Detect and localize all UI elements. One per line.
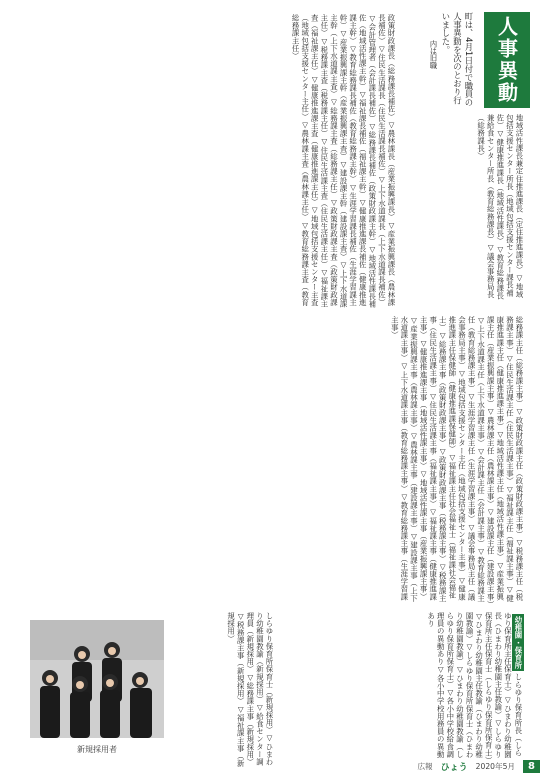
personnel-text-4: しらゆり保育所長（しらゆり保育所主任保育士）▽ひまわり幼稚園長（ひまわり幼稚園主任教諭）▽しらゆり保育所主任保育士（しらゆり保育所保育士）▽ひまわり幼稚園主任教諭（ひまわり幼稚園教諭）▽しらゆり保育所保育士（ひまわり幼稚園教諭）▽ひまわり幼稚園教諭（しらゆり保育所保育士）▽各小中学校給食調理員の異動あり▽各小中学校用務員の異動あり	[426, 612, 523, 761]
kindergarten-section	[426, 612, 524, 762]
photo-caption: 新規採用者	[77, 745, 117, 754]
personnel-list-4	[280, 612, 524, 762]
personnel-list-2	[34, 14, 396, 310]
intro-body: 町は、4月1日付で職員の人事異動を次のとおり行いました。	[441, 12, 474, 107]
personnel-list-3	[34, 316, 524, 606]
kindergarten-label: 幼稚園・保育所	[514, 616, 523, 670]
intro-note: 内は旧職	[429, 40, 439, 69]
personnel-list-5	[170, 612, 274, 772]
personnel-list-1	[398, 114, 524, 304]
personnel-text-5: しらゆり保育所保育士（新規採用）▽ひまわり幼稚園教諭（新規採用）▽給食センター調理員（新規採用）▽総務課主事（新規採用）▽税務課主事（新規採用）▽福祉課主事（新規採用）	[226, 612, 274, 768]
magazine-label: 広報	[417, 761, 433, 771]
group-photo	[30, 620, 164, 738]
personnel-text-3: 総務課主任（総務課主事）▽政策財政課主任（政策財政課主事）▽税務課主任（税務課主事）▽住民生活課主任（住民生活課主事）▽福祉課主任（福祉課主事）▽健康推進課主任（健康推進課主事）▽地域活性課主任（地域活性課主事）▽産業振興課主任（産業振興課主事）▽農林課主任（農林課主事）▽建設課主任（建設課主事）▽上下水道課主任（上下水道課主事）▽会計課主任（会計課主事）▽教育総務課主任（教育総務課主事）▽生涯学習課主任（生涯学習課主事）▽議会事務局主任（議会事務局主事）▽地域包括支援センター主任（地域包括支援センター主事）▽健康推進課主任保健師（健康推進課保健師）▽福祉課主任社会福祉士（福祉課社会福祉士）▽総務課主事（政策財政課主事）▽政策財政課主事（税務課主事）▽税務課主事（住民生活課主事）▽住民生活課主事（福祉課主事）▽福祉課主事（健康推進課主事）▽健康推進課主事（地域活性課主事）▽地域活性課主事（産業振興課主事）▽産業振興課主事（農林課主事）▽農林課主事（建設課主事）▽建設課主事（上下水道課主事）▽上下水道課主事（教育総務課主事）▽教育総務課主事（生涯学習課主事）	[390, 316, 524, 605]
new-hires-photo	[30, 620, 164, 738]
page-number: 8	[523, 760, 540, 773]
issue-date: 2020年5月	[475, 761, 516, 771]
page-footer	[380, 759, 540, 773]
photo-illustration	[30, 620, 164, 738]
personnel-text-1: 地域活性課長兼定住推進課長（定住推進課長）▽地域包括支援センター所長（地域包括支援センター課長補佐）▽健康推進課長（地域活性課長）▽教育総務課長兼給食センター所長（教育総務課長）▽議会事務局長（総務課長）	[476, 114, 524, 300]
personnel-text-2: 政策財政課長（総務課長補佐）▽農林課長（産業振興課長）▽産業振興課長（農林課長補佐）▽住民生活課長（住民生活課長補佐）▽上下水道課長（上下水道課長補佐）▽会計管理者（会計課長補佐）▽総務課長補佐（政策財政課主幹）▽地域活性課長補佐（地域活性課主幹）▽福祉課長補佐（福祉課主幹）▽健康推進課長補佐（健康推進課主幹）▽教育総務課長補佐（教育総務課主幹）▽生涯学習課長補佐（生涯学習課主幹）▽産業振興課主幹（産業振興課主査）▽建設課主幹（建設課主査）▽上下水道課主幹（上下水道課主査）▽総務課主査（総務課主任）▽政策財政課主査（政策財政課主任）▽税務課主査（税務課主任）▽住民生活課主査（住民生活課主任）▽福祉課主査（福祉課主任）▽健康推進課主査（健康推進課主任）▽地域包括支援センター主査（地域包括支援センター主任）▽農林課主査（農林課主任）▽教育総務課主査（教育総務課主任）	[291, 14, 396, 308]
magazine-title: ひょう	[440, 762, 468, 773]
section-title	[478, 12, 530, 108]
intro-text	[404, 12, 474, 110]
title-banner: 人事異動	[484, 12, 530, 108]
